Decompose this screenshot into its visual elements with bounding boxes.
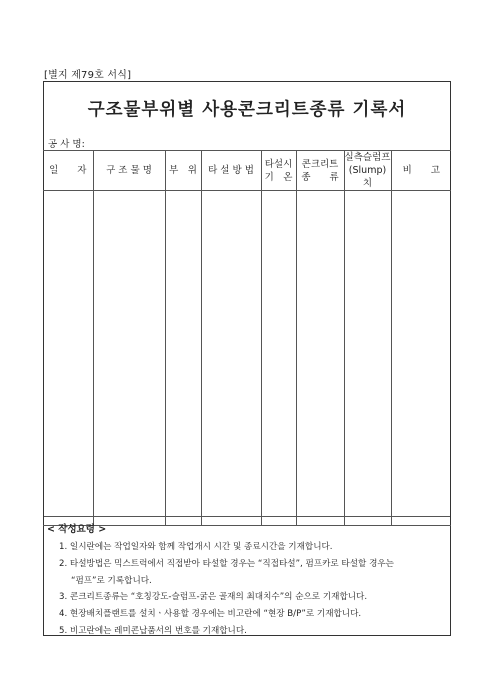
instruction-item: 1. 일시란에는 작업일자와 함께 작업개시 시간 및 종료시간을 기재합니다. [59, 542, 333, 552]
part-cell[interactable] [165, 191, 201, 526]
instruction-item: 5. 비고란에는 레미콘납품서의 번호를 기재합니다. [59, 625, 247, 636]
project-name-label: 공 사 명: [48, 139, 85, 150]
instruction-item: 4. 현장배치플랜트를 설치ㆍ사용할 경우에는 비고란에 “현장 B/P”로 기재합니다. [59, 609, 362, 620]
column-header-measured-slump: 실측슬럼프 (Slump)치 [344, 152, 391, 189]
structure-name-cell[interactable] [93, 191, 165, 526]
instruction-item: 3. 콘크리트종류는 “호칭강도-슬럼프-굵은 골재의 최대치수”의 순으로 기재합니다. [59, 592, 368, 603]
instructions-section [44, 516, 450, 635]
column-header-remarks: 비 고 [391, 151, 451, 191]
column-header-placing-temperature: 타설시 기 온 [261, 151, 296, 191]
placing-method-cell[interactable] [201, 191, 261, 526]
table-row [43, 191, 451, 526]
concrete-type-cell[interactable] [296, 191, 344, 526]
record-table [43, 150, 451, 526]
placing-temperature-cell[interactable] [261, 191, 296, 526]
instructions-title: < 작성요령 > [47, 524, 107, 535]
form-number: [별지 제79호 서식] [44, 70, 132, 81]
record-form [43, 81, 451, 636]
measured-slump-cell[interactable] [344, 191, 391, 526]
form-title: 구조물부위별 사용콘크리트종류 기록서 [87, 100, 407, 120]
column-header-placing-method: 타 설 방 법 [201, 151, 261, 191]
instruction-item-continued: “펌프”로 기록합니다. [71, 575, 152, 586]
remarks-cell[interactable] [391, 191, 451, 526]
column-header-part: 부 위 [165, 151, 201, 191]
column-header-structure-name: 구 조 물 명 [93, 151, 165, 191]
date-cell[interactable] [43, 191, 93, 526]
table-header-row [43, 151, 451, 191]
column-header-date: 일 자 [43, 151, 93, 191]
instruction-item: 2. 타설방법은 믹스트럭에서 직접받아 타설할 경우는 “직접타설”, 펌프카로 타설할 경우는 [59, 558, 394, 569]
column-header-concrete-type: 콘크리트 종 류 [296, 151, 344, 191]
instructions-list [59, 539, 446, 640]
